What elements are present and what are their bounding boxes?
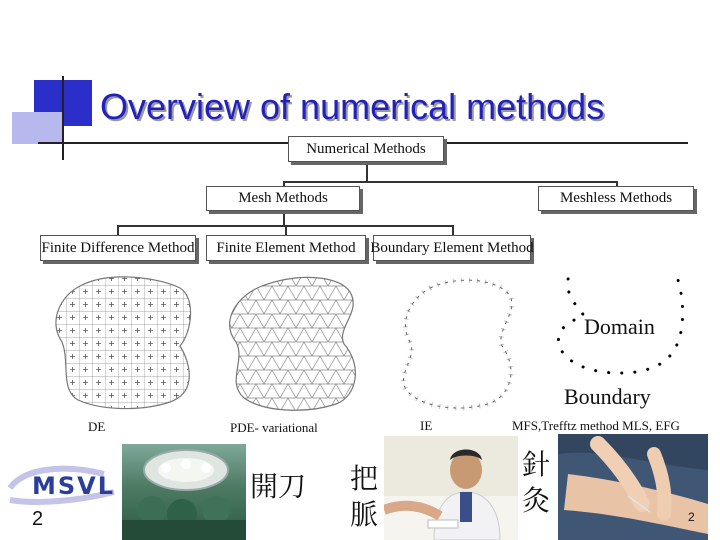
slide-title: Overview of numerical methods [100,86,605,127]
tree-node-label: Mesh Methods [238,190,328,206]
tree-node-label: Finite Element Method [216,239,356,256]
tree-node-label: Boundary Element Method [370,239,534,256]
connector-to-bem [452,225,454,235]
text-acupuncture-2: 灸 [522,484,551,517]
tree-node-mesh-methods [206,186,360,211]
tree-node-boundary-element [370,235,534,261]
tree-node-numerical-methods [288,136,444,162]
finite-element-mesh [210,272,380,412]
text-surgery: 開刀 [250,470,307,503]
connector-root-down [366,162,368,182]
boundary-element-outline [404,280,512,408]
text-pulse-1: 把 [350,462,379,495]
pulse-photo [384,436,518,540]
msvl-logo [4,448,124,520]
text-acupuncture-1: 針 [522,448,551,481]
surgery-photo-graphic [122,444,246,540]
title-decoration-lavender-square [12,112,64,144]
tree-node-meshless-methods [538,186,694,211]
pulse-photo-graphic [384,436,518,540]
acupuncture-photo [558,434,708,540]
connector-mesh-down [283,211,285,226]
surgery-photo [122,444,246,540]
text-pulse-2: 脈 [350,498,379,531]
label-de: DE [88,419,106,434]
acupuncture-photo-graphic [558,434,708,540]
page-number: 2 [32,508,44,530]
label-pde-variational: PDE- variational [230,420,318,435]
finite-difference-grid [40,272,220,412]
tree-node-finite-difference [40,235,196,261]
label-ie: IE [420,418,433,433]
tree-node-label: Numerical Methods [306,140,426,157]
msvl-logo-graphic [4,448,124,520]
tree-node-label: Meshless Methods [559,190,673,206]
connector-level1-horizontal [283,181,618,183]
connector-to-fem [285,225,287,235]
title-vertical-line [62,76,64,160]
logo-text: MSVL [32,472,116,500]
connector-to-fdm [117,225,119,235]
label-boundary: Boundary [564,384,651,409]
label-mfs-trefftz: MFS,Trefftz method MLS, EFG [512,418,680,433]
label-domain: Domain [584,314,655,339]
page-number-small: 2 [688,510,695,524]
tree-node-label: Finite Difference Method [41,239,195,256]
tree-node-finite-element [206,235,366,261]
